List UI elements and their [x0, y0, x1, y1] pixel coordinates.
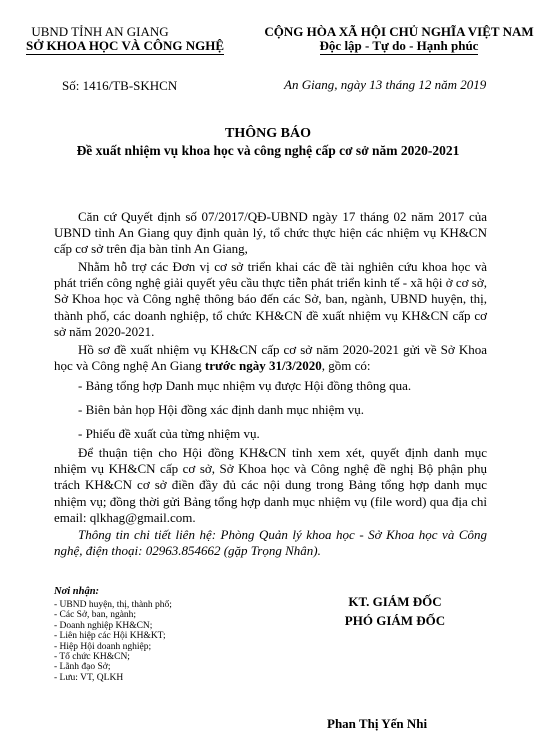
recipients-list	[54, 600, 172, 683]
recipients-title: Nơi nhận:	[54, 586, 100, 597]
document-number: Số: 1416/TB-SKHCN	[62, 78, 178, 93]
recipient-item: - Lãnh đạo Sở;	[54, 662, 111, 673]
bullet-item-proposal-form: - Phiếu đề xuất của từng nhiệm vụ.	[78, 426, 260, 441]
org-parent-name: UBND TỈNH AN GIANG	[31, 24, 169, 39]
bullet-item-meeting-minutes: - Biên bản họp Hội đồng xác định danh mục nhiệm vụ.	[78, 402, 364, 417]
paragraph-legal-basis: Căn cứ Quyết định số 07/2017/QĐ-UBND ngày 17 tháng 02 năm 2017 của UBND tỉnh An Giang quy định quản lý, tổ chức thực hiện các nhiệm vụ KH&CN cấp cơ sở trên địa bàn tỉnh An Giang,	[54, 209, 487, 257]
paragraph-dossier	[54, 342, 487, 374]
recipient-item: - Các Sở, ban, ngành;	[54, 610, 137, 621]
signature-title: PHÓ GIÁM ĐỐC	[344, 613, 446, 628]
recipient-item: - Tổ chức KH&CN;	[54, 652, 130, 663]
recipient-item: - Doanh nghiệp KH&CN;	[54, 620, 153, 631]
paragraph-submission: Để thuận tiện cho Hội đồng KH&CN tỉnh xem xét, quyết định danh mục nhiệm vụ KH&CN cấp cơ sở, Sở Khoa học và Công nghệ đề nghị Bộ phận phụ trách KH&CN cơ sở điền đầy đủ các nội dung trong Bảng tổng hợp danh mục nhiệm vụ; đồng thời gửi Bảng tổng hợp danh mục nhiệm vụ (file word) qua địa chỉ email: qlkhag@gmail.com.	[54, 445, 487, 525]
document-subtitle: Đề xuất nhiệm vụ khoa học và công nghệ cấp cơ sở năm 2020-2021	[76, 143, 460, 158]
dossier-deadline: trước ngày 31/3/2020	[204, 358, 322, 374]
place-date: An Giang, ngày 13 tháng 12 năm 2019	[284, 77, 487, 92]
dossier-text-end: , gồm có:	[321, 358, 371, 374]
signer-name: Phan Thị Yến Nhi	[327, 716, 428, 731]
org-name	[0, 38, 250, 54]
org-name-text: SỞ KHOA HỌC VÀ CÔNG NGHỆ	[25, 38, 225, 53]
dossier-text-start: Hồ sơ đề xuất nhiệm vụ KH&CN cấp cơ sở năm 2020-2021 gửi về Sở Khoa học và Công nghệ An Giang	[54, 342, 487, 374]
document-title: THÔNG BÁO	[225, 126, 311, 141]
paragraph-contact: Thông tin chi tiết liên hệ: Phòng Quản lý khoa học - Sở Khoa học và Công nghệ, điện thoại: 02963.854662 (gặp Trọng Nhân).	[54, 527, 487, 559]
paragraph-purpose: Nhằm hỗ trợ các Đơn vị cơ sở triển khai các đề tài nghiên cứu khoa học và phát triển công nghệ giải quyết yêu cầu thực tiễn phát triển kinh tế - xã hội ở cơ sở, Sở Khoa học và Công nghệ thông báo đến các Sở, ban, ngành, UBND huyện, thị, thành phố, các doanh nghiệp, tổ chức KH&CN đề xuất nhiệm vụ KH&CN cấp cơ sở năm 2020-2021.	[54, 259, 487, 339]
signature-authority: KT. GIÁM ĐỐC	[348, 594, 442, 609]
recipient-item: - Lưu: VT, QLKH	[54, 672, 124, 683]
recipient-item: - UBND huyện, thị, thành phố;	[54, 600, 172, 610]
bullet-item-summary-table: - Bảng tổng hợp Danh mục nhiệm vụ được Hội đồng thông qua.	[78, 378, 412, 393]
national-motto	[262, 38, 536, 54]
recipient-item: - Liên hiệp các Hội KH&KT;	[54, 631, 166, 642]
recipient-item: - Hiệp Hội doanh nghiệp;	[54, 641, 152, 652]
national-motto-text: Độc lập - Tự do - Hạnh phúc	[319, 38, 479, 53]
national-title: CỘNG HÒA XÃ HỘI CHỦ NGHĨA VIỆT NAM	[264, 24, 534, 39]
